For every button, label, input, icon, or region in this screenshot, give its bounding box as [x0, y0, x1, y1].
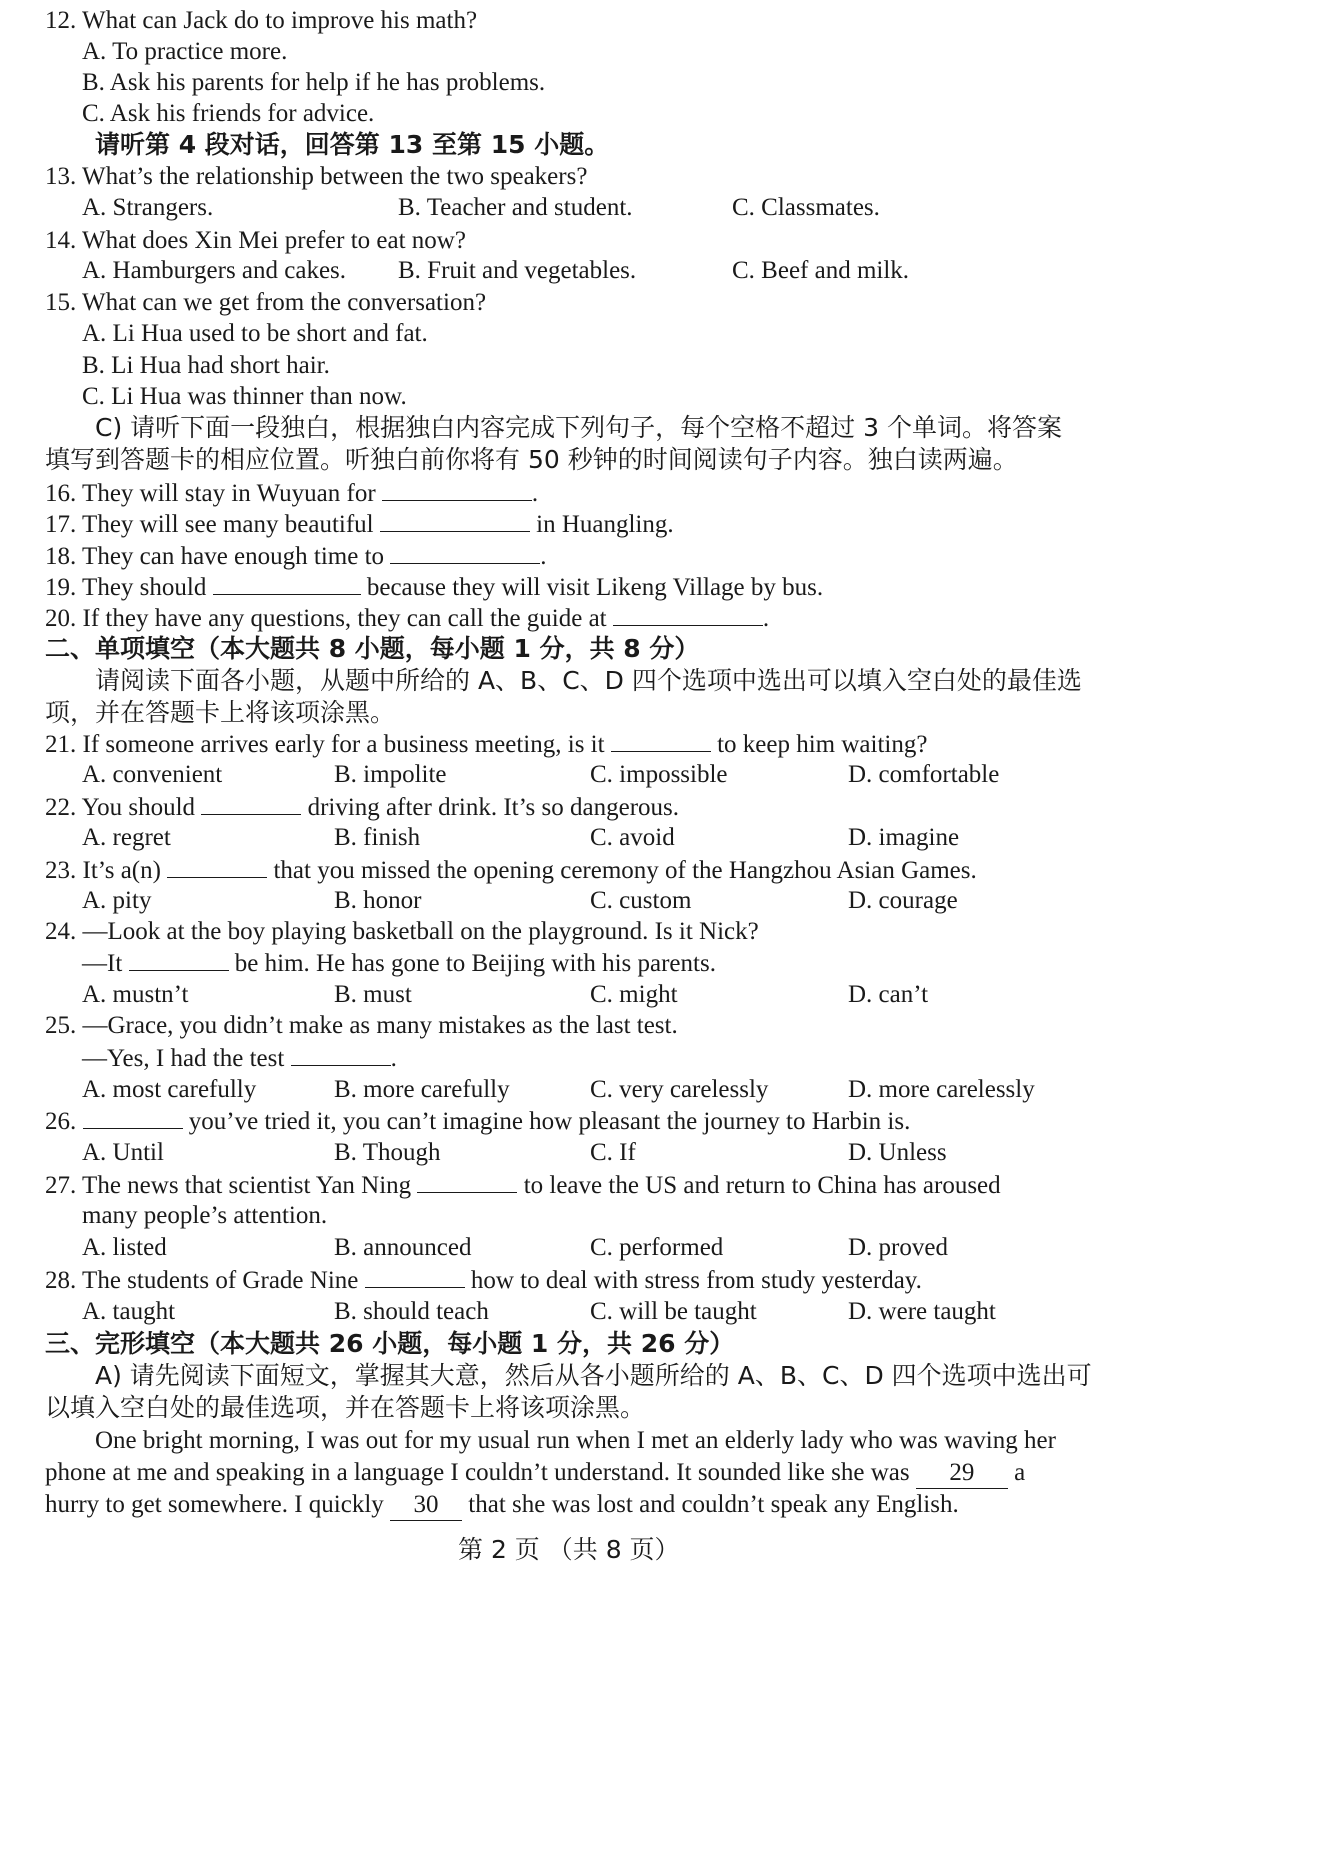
q22-option-c: C. avoid — [590, 824, 675, 851]
q19-tail: because they will visit Likeng Village by bus. — [366, 574, 824, 601]
q27-option-c: C. performed — [590, 1234, 724, 1261]
q21-option-a: A. convenient — [82, 761, 223, 788]
q23-stem — [45, 855, 977, 886]
q27-stem-cont: many people’s attention. — [82, 1202, 328, 1229]
q12-option-b: B. Ask his parents for help if he has problems. — [82, 69, 546, 96]
q21-stem — [45, 729, 927, 760]
passage-line2-tail: a — [1014, 1459, 1026, 1486]
q17-answer-blank — [380, 509, 530, 532]
q18-text: 18. They can have enough time to — [45, 543, 385, 570]
q14-option-a: A. Hamburgers and cakes. — [82, 257, 347, 284]
q12-option-c: C. Ask his friends for advice. — [82, 100, 375, 127]
q15-option-c: C. Li Hua was thinner than now. — [82, 383, 407, 410]
q16-answer-blank — [382, 478, 532, 501]
q25-stem: 25. —Grace, you didn’t make as many mistakes as the last test. — [45, 1012, 678, 1039]
q23-option-a: A. pity — [82, 887, 152, 914]
q17-tail: in Huangling. — [536, 511, 674, 538]
q26-tail: you’ve tried it, you can’t imagine how pleasant the journey to Harbin is. — [188, 1108, 911, 1135]
q16-tail: . — [531, 480, 539, 507]
q24-option-a: A. mustn’t — [82, 981, 189, 1008]
q24-answer-blank — [129, 948, 229, 971]
blank-29: 29 — [916, 1458, 1008, 1489]
q21-option-c: C. impossible — [590, 761, 728, 788]
q23-option-b: B. honor — [334, 887, 422, 914]
q21-answer-blank — [611, 729, 711, 752]
q18-answer-blank — [390, 541, 540, 564]
q22-option-d: D. imagine — [848, 824, 960, 851]
passage-line1: One bright morning, I was out for my usual run when I met an elderly lady who was waving her — [95, 1427, 1056, 1454]
q13-option-c: C. Classmates. — [732, 194, 880, 221]
q28-option-c: C. will be taught — [590, 1298, 757, 1325]
q19 — [45, 572, 823, 603]
q15-option-a: A. Li Hua used to be short and fat. — [82, 320, 428, 347]
q14-option-c: C. Beef and milk. — [732, 257, 910, 284]
q15-option-b: B. Li Hua had short hair. — [82, 352, 330, 379]
q19-answer-blank — [213, 572, 361, 595]
section2-instruction-line1: 请阅读下面各小题，从题中所给的 A、B、C、D 四个选项中选出可以填入空白处的最佳选 — [95, 666, 1082, 695]
passage-line3-tail: that she was lost and couldn’t speak any English. — [468, 1491, 959, 1518]
q14-option-b: B. Fruit and vegetables. — [398, 257, 637, 284]
q17 — [45, 509, 674, 540]
q24-stem: 24. —Look at the boy playing basketball on the playground. Is it Nick? — [45, 918, 759, 945]
q20-tail: . — [762, 605, 770, 632]
q27-stem — [45, 1170, 1001, 1201]
q17-text: 17. They will see many beautiful — [45, 511, 374, 538]
passage-line3-text: hurry to get somewhere. I quickly — [45, 1491, 384, 1518]
q21-tail: to keep him waiting? — [717, 731, 928, 758]
q24-option-b: B. must — [334, 981, 412, 1008]
q14-stem: 14. What does Xin Mei prefer to eat now? — [45, 227, 466, 254]
q21-text: 21. If someone arrives early for a business meeting, is it — [45, 731, 605, 758]
section3-heading: 三、完形填空（本大题共 26 小题，每小题 1 分，共 26 分） — [45, 1329, 735, 1358]
q28-option-b: B. should teach — [334, 1298, 489, 1325]
section3-instruction-line2: 以填入空白处的最佳选项，并在答题卡上将该项涂黑。 — [45, 1393, 646, 1422]
q21-option-b: B. impolite — [334, 761, 447, 788]
q25-option-c: C. very carelessly — [590, 1076, 769, 1103]
q26-answer-blank — [83, 1106, 183, 1129]
q28-stem — [45, 1265, 922, 1296]
q22-answer-blank — [201, 792, 301, 815]
q26-option-b: B. Though — [334, 1139, 441, 1166]
q27-option-b: B. announced — [334, 1234, 472, 1261]
q22-option-b: B. finish — [334, 824, 421, 851]
q27-option-a: A. listed — [82, 1234, 167, 1261]
q23-option-c: C. custom — [590, 887, 692, 914]
q26-option-a: A. Until — [82, 1139, 164, 1166]
q18 — [45, 541, 547, 572]
q18-tail: . — [540, 543, 547, 570]
q22-tail: driving after drink. It’s so dangerous. — [307, 794, 680, 821]
section3-instruction-line1: A) 请先阅读下面短文，掌握其大意，然后从各小题所给的 A、B、C、D 四个选项中选出可 — [95, 1361, 1092, 1390]
q23-option-d: D. courage — [848, 887, 958, 914]
blank-30: 30 — [390, 1490, 462, 1521]
part-c-instruction-line1: C) 请听下面一段独白，根据独白内容完成下列句子，每个空格不超过 3 个单词。将答案 — [95, 413, 1062, 442]
q25-response-tail: . — [390, 1045, 397, 1072]
q25-option-d: D. more carelessly — [848, 1076, 1035, 1103]
q24-option-c: C. might — [590, 981, 678, 1008]
q21-option-d: D. comfortable — [848, 761, 1000, 788]
q25-response — [82, 1043, 397, 1074]
q22-option-a: A. regret — [82, 824, 171, 851]
q27-answer-blank — [417, 1170, 517, 1193]
q12-option-a: A. To practice more. — [82, 38, 288, 65]
q16-text: 16. They will stay in Wuyuan for — [45, 480, 376, 507]
q24-response — [82, 948, 716, 979]
q20-answer-blank — [613, 603, 763, 626]
q25-option-a: A. most carefully — [82, 1076, 257, 1103]
q13-option-a: A. Strangers. — [82, 194, 214, 221]
q24-response-text: —It — [82, 950, 123, 977]
q26-option-c: C. If — [590, 1139, 636, 1166]
q28-option-a: A. taught — [82, 1298, 176, 1325]
q13-stem: 13. What’s the relationship between the two speakers? — [45, 163, 588, 190]
page-footer: 第 2 页 （共 8 页） — [458, 1535, 680, 1564]
q13-option-b: B. Teacher and student. — [398, 194, 633, 221]
q26-number: 26. — [45, 1108, 77, 1135]
q26-stem — [45, 1106, 910, 1137]
q25-response-text: —Yes, I had the test — [82, 1045, 285, 1072]
q22-text: 22. You should — [45, 794, 196, 821]
passage-line3 — [45, 1490, 959, 1521]
q19-text: 19. They should — [45, 574, 207, 601]
q16 — [45, 478, 538, 509]
q28-answer-blank — [365, 1265, 465, 1288]
part-c-instruction-line2: 填写到答题卡的相应位置。听独白前你将有 50 秒钟的时间阅读句子内容。独白读两遍。 — [45, 445, 1018, 474]
q23-text: 23. It’s a(n) — [45, 857, 161, 884]
q24-response-tail: be him. He has gone to Beijing with his parents. — [234, 950, 716, 977]
q15-stem: 15. What can we get from the conversation? — [45, 289, 487, 316]
q25-answer-blank — [291, 1043, 391, 1066]
q20-text: 20. If they have any questions, they can call the guide at — [45, 605, 607, 632]
q26-option-d: D. Unless — [848, 1139, 947, 1166]
q28-text: 28. The students of Grade Nine — [45, 1267, 359, 1294]
q22-stem — [45, 792, 679, 823]
section2-instruction-line2: 项，并在答题卡上将该项涂黑。 — [45, 698, 396, 727]
q25-option-b: B. more carefully — [334, 1076, 510, 1103]
q27-tail: to leave the US and return to China has aroused — [523, 1172, 1001, 1199]
passage-line2 — [45, 1458, 1025, 1489]
q23-tail: that you missed the opening ceremony of the Hangzhou Asian Games. — [273, 857, 977, 884]
q28-option-d: D. were taught — [848, 1298, 996, 1325]
section2-heading: 二、单项填空（本大题共 8 小题，每小题 1 分，共 8 分） — [45, 634, 700, 663]
q27-text: 27. The news that scientist Yan Ning — [45, 1172, 412, 1199]
q27-option-d: D. proved — [848, 1234, 948, 1261]
q12-stem: 12. What can Jack do to improve his math? — [45, 7, 478, 34]
q20 — [45, 603, 769, 634]
q24-option-d: D. can’t — [848, 981, 929, 1008]
dialog4-instruction: 请听第 4 段对话，回答第 13 至第 15 小题。 — [95, 130, 610, 159]
passage-line2-text: phone at me and speaking in a language I couldn’t understand. It sounded like she was — [45, 1459, 910, 1486]
q28-tail: how to deal with stress from study yesterday. — [470, 1267, 922, 1294]
q23-answer-blank — [167, 855, 267, 878]
